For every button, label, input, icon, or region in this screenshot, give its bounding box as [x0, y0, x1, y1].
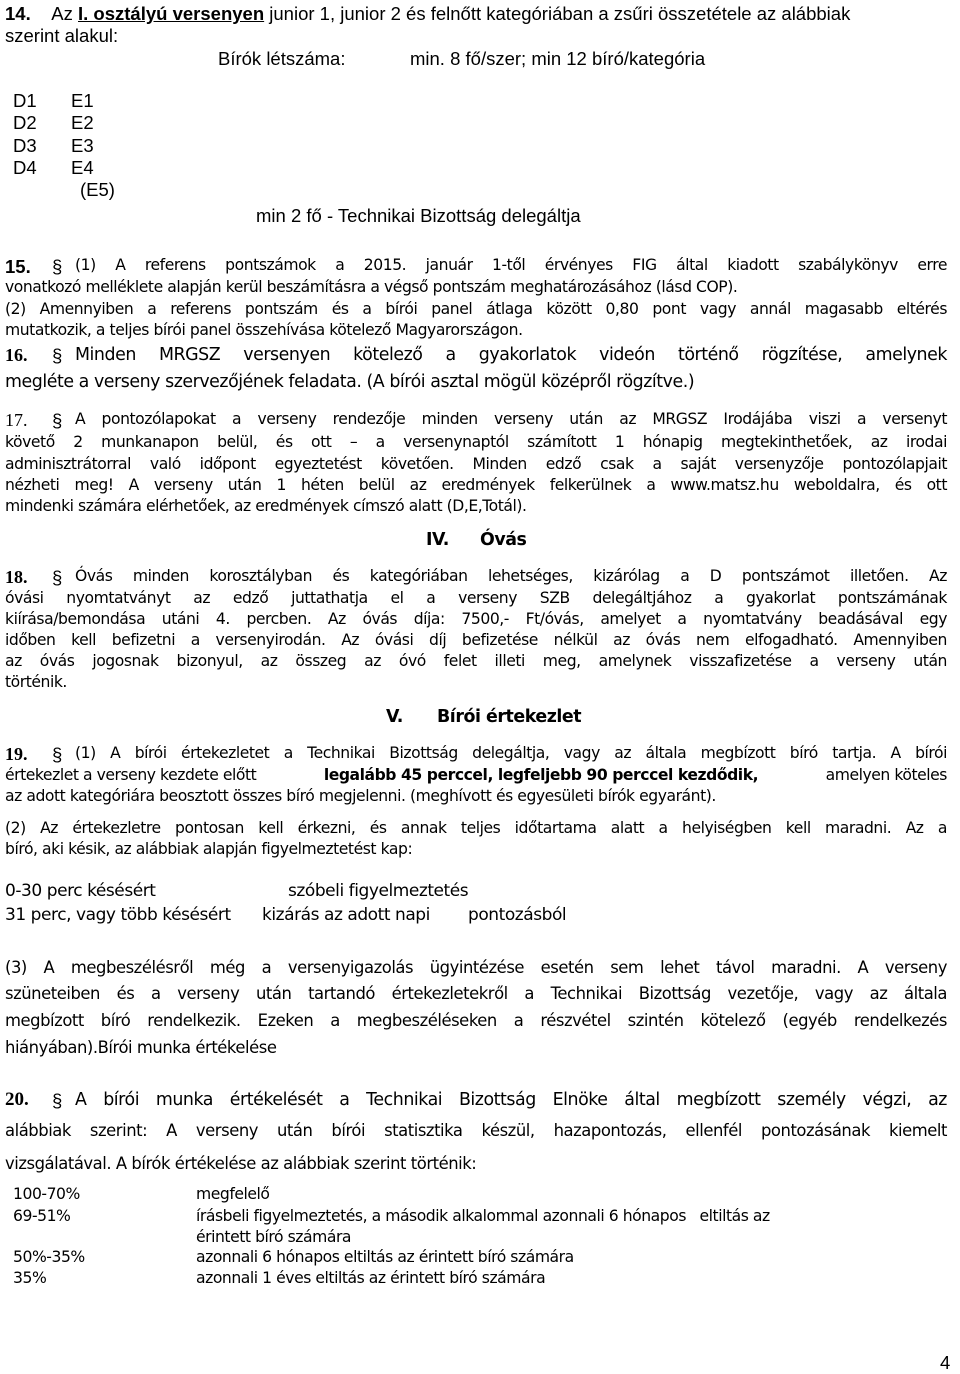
section-18-line-3: kiírása/bemondása utáni 4. percben. Az óvás díja: 7500,- Ft/óvás, amelyet a nyomtatvány beadásával egy [5, 610, 947, 628]
eval-row-3-result: azonnali 6 hónapos eltiltás az érintett bíró számára [196, 1248, 574, 1266]
section-15-number: 15. [5, 256, 31, 277]
e-judge-5: (E5) [80, 179, 115, 200]
section-14-emphasis: I. osztályú versenyen [78, 3, 265, 24]
section-icon: § [52, 345, 63, 366]
section-19-line-2-end: amelyen köteles [821, 766, 947, 784]
section-15-para-1-line-2: vonatkozó melléklete alapján kerül beszámításra a végső pontszám meghatározásához (lásd COP). [5, 278, 738, 296]
eval-row-1-range: 100-70% [13, 1185, 80, 1203]
section-17-line-3: adminisztrátorral való időpont egyeztetést követően. Minden edző csak a saját versenyzője pontozólapjait [5, 455, 947, 473]
late-row-2-penalty: kizárás az adott napi [262, 905, 430, 925]
section-18-line-2: óvási nyomtatványt az edző juttathatja el a verseny SZB delegáltjához a gyakorlat pontszámának [5, 589, 947, 607]
late-row-1-range: 0-30 perc késésért [5, 881, 156, 901]
e-judge-3: E3 [71, 135, 94, 156]
chapter-iv-number: IV. [426, 530, 449, 550]
section-15-para-2-line-2: mutatkozik, a teljes bírói panel összehívása kötelező Magyarországon. [5, 321, 523, 339]
section-20-line-2: alábbiak szerint: A verseny után bírói statisztika készül, hazapontozás, ellenfél pontozásának kiemelt [5, 1121, 947, 1140]
section-18-line-1: Óvás minden korosztályban és kategóriában lehetséges, kizárólag a D pontszámot illetően. Az [75, 567, 947, 585]
d-judge-1: D1 [13, 90, 37, 111]
section-17-line-1: A pontozólapokat a verseny rendezője minden verseny után az MRGSZ Irodájába viszi a versenyt [75, 410, 947, 428]
section-16-line-2: megléte a verseny szervezőjének feladata. (A bírói asztal mögül középről rögzítve.) [5, 372, 695, 392]
eval-row-4-range: 35% [13, 1269, 47, 1287]
section-14-line-2: szerint alakul: [5, 25, 119, 46]
section-14-line-1 [5, 3, 850, 25]
d-judge-4: D4 [13, 157, 37, 178]
section-19-line-3: az adott kategóriára beosztott összes bíró megjelenni. (meghívott és egyesületi bírók egyaránt). [5, 787, 716, 805]
late-row-2-range: 31 perc, vagy több késésért [5, 905, 231, 925]
section-19-para-3-line-2: szüneteiben és a verseny után tartandó értekezletekről a Technikai Bizottság vezetője, vagy az általa [5, 984, 947, 1003]
section-19-number: 19. [5, 744, 28, 764]
eval-row-2-result: írásbeli figyelmeztetés, a második alkalommal azonnali 6 hónapos eltiltás az [196, 1207, 770, 1225]
page-number: 4 [940, 1352, 951, 1373]
section-19-line-2 [5, 766, 947, 784]
chapter-v-title: Bírói értekezlet [437, 707, 582, 727]
section-16-line-1: Minden MRGSZ versenyen kötelező a gyakorlatok videón történő rögzítése, amelynek [75, 345, 947, 365]
d-judge-2: D2 [13, 112, 37, 133]
chapter-iv-title: Óvás [480, 530, 527, 550]
e-judge-2: E2 [71, 112, 94, 133]
section-17-line-4: nézheti meg! A verseny után 1 héten belül az eredmények felkerülnek a www.matsz.hu weboldalra, és ott [5, 476, 947, 494]
late-row-2-penalty-cont: pontozásból [468, 905, 567, 925]
technical-committee-note: min 2 fő - Technikai Bizottság delegáltja [256, 205, 581, 226]
section-19-para-3-end: hiányában). [5, 1038, 98, 1057]
eval-row-4-result: azonnali 1 éves eltiltás az érintett bíró számára [196, 1269, 546, 1287]
section-19-para-3-line-1: (3) A megbeszélésről még a versenyigazolás ügyintézése esetén sem lehet távol maradni. A verseny [5, 958, 947, 977]
judges-count-value: min. 8 fő/szer; min 12 bíró/kategória [410, 48, 706, 69]
section-19-para-2-line-2: bíró, aki késik, az alábbiak alapján figyelmeztetést kap: [5, 840, 413, 858]
section-icon: § [52, 410, 63, 431]
section-15-para-1-line-1: (1) A referens pontszámok a 2015. január 1-től érvényes FIG által kiadott szabálykönyv erre [75, 256, 947, 274]
section-19-para-2-line-1: (2) Az értekezletre pontosan kell érkezni, és annak teljes időtartama alatt a helyiségben kell maradni. Az a [5, 819, 947, 837]
eval-row-3-range: 50%-35% [13, 1248, 85, 1266]
section-19-line-1: (1) A bírói értekezletet a Technikai Bizottság delegáltja, vagy az általa megbízott bíró tartja. A bírói [75, 744, 947, 762]
judges-count-label: Bírók létszáma: [218, 48, 346, 69]
eval-row-2-result-cont: érintett bíró számára [196, 1228, 352, 1246]
section-17-number: 17. [5, 410, 28, 430]
section-18-line-6: történik. [5, 673, 67, 691]
section-19-para-3-line-4 [5, 1038, 276, 1057]
section-14-intro: Az [51, 3, 79, 24]
e-judge-4: E4 [71, 157, 94, 178]
section-20-line-1: A bírói munka értékelését a Technikai Bizottság Elnöke által megbízott személy végzi, az [75, 1090, 947, 1110]
judge-evaluation-heading: Bírói munka értékelése [97, 1038, 277, 1057]
chapter-v-number: V. [386, 707, 403, 727]
section-20-number: 20. [5, 1089, 29, 1110]
section-18-line-4: időben kell befizetni a versenyirodán. Az óvási díj befizetése nélkül az óvás nem elfogadható. Amennyiben [5, 631, 947, 649]
section-18-number: 18. [5, 567, 28, 587]
section-19-line-2-start: értekezlet a verseny kezdete előtt [5, 766, 261, 784]
section-20-line-3: vizsgálatával. A bírók értékelése az alábbiak szerint történik: [5, 1154, 477, 1173]
d-judge-3: D3 [13, 135, 37, 156]
section-18-line-5: az óvás jogosnak bizonyul, az összeg az óvó felet illeti meg, amelynek visszafizetése a verseny után [5, 652, 947, 670]
e-judge-1: E1 [71, 90, 94, 111]
section-17-line-5: mindenki számára elérhetőek, az eredmények címszó alatt (D,E,Totál). [5, 497, 527, 515]
section-14-number: 14. [5, 3, 31, 24]
section-16-number: 16. [5, 345, 28, 365]
section-icon: § [52, 567, 63, 588]
eval-row-1-result: megfelelő [196, 1185, 270, 1203]
late-row-1-penalty: szóbeli figyelmeztetés [288, 881, 469, 901]
eval-row-2-range: 69-51% [13, 1207, 71, 1225]
section-19-line-2-emphasis: legalább 45 perccel, legfeljebb 90 perccel kezdődik, [323, 766, 759, 784]
section-14-rest: junior 1, junior 2 és felnőtt kategóriában a zsűri összetétele az alábbiak [264, 3, 851, 24]
section-17-line-2: követő 2 munkanapon belül, és ott – a versenynaptól számított 1 hónapig megtekinthetőek, az irodai [5, 433, 947, 451]
section-15-para-2-line-1: (2) Amennyiben a referens pontszám és a bírói panel átlaga között 0,80 pont vagy annál magasabb eltérés [5, 300, 947, 318]
section-icon: § [52, 744, 63, 765]
section-19-para-3-line-3: megbízott bíró rendelkezik. Ezeken a megbeszéléseken a részvétel szintén kötelező (egyéb rendelkezés [5, 1011, 947, 1030]
section-icon: § [52, 1090, 63, 1111]
section-icon: § [52, 256, 63, 277]
